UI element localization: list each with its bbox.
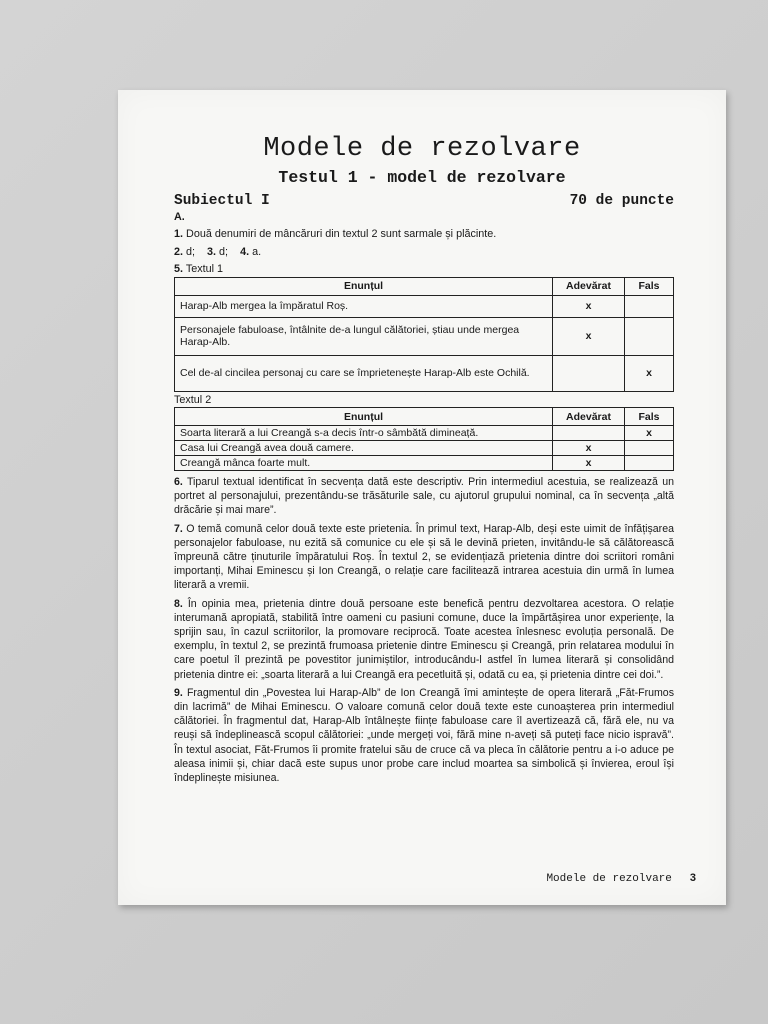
- statement-cell: Cel de-al cincilea personaj cu care se împrietenește Harap-Alb este Ochilă.: [175, 355, 553, 391]
- table-text-1: [174, 277, 674, 392]
- page-footer: [546, 872, 696, 885]
- statement-cell: Soarta literară a lui Creangă s-a decis într-o sâmbătă dimineață.: [175, 426, 553, 441]
- adevarat-cell: [553, 355, 625, 391]
- header-adevarat: Adevărat: [553, 277, 625, 295]
- question-number: 7.: [174, 522, 183, 535]
- subject-row: [174, 192, 674, 210]
- answer-6: [174, 475, 674, 518]
- table-row: [175, 317, 674, 355]
- adevarat-cell: x: [553, 441, 625, 456]
- table-row: [175, 456, 674, 471]
- fals-cell: [625, 456, 674, 471]
- answer-7: [174, 522, 674, 593]
- question-text: Două denumiri de mâncăruri din textul 2 sunt sarmale și plăcinte.: [186, 228, 497, 241]
- header-fals: Fals: [625, 408, 674, 426]
- table-header-row: [175, 277, 674, 295]
- fals-cell: x: [625, 426, 674, 441]
- table-row: [175, 295, 674, 317]
- question-number: 9.: [174, 686, 183, 699]
- fals-cell: [625, 295, 674, 317]
- header-fals: Fals: [625, 277, 674, 295]
- statement-cell: Casa lui Creangă avea două camere.: [175, 441, 553, 456]
- table-row: [175, 426, 674, 441]
- answer: a.: [252, 245, 262, 258]
- question-number: 4.: [240, 245, 250, 258]
- question-number: 8.: [174, 597, 183, 610]
- adevarat-cell: x: [553, 317, 625, 355]
- answer-text: În opinia mea, prietenia dintre două persoane este benefică pentru dezvoltarea acestora. O relație interumană apropiată, stabilită între oameni cu pasiuni comune, duce la împărtășirea unor experiențe, la sprijin sau, în cazul scriitorilor, la promovare reciprocă. Toate acestea înlesnesc evoluția personală. De exemplu, în textul 2, se prezintă frumoasa prietenie dintre Eminescu și Creangă, prin relatarea modului în care poetul îl prezintă pe povestitor junimiștilor, introducându-l astfel în lumea literară și consolidând prietenia dintre ei: „soarta literară a lui Creangă era pecetluită și, odată cu ea, și prietenia dintre cei doi.”.: [174, 597, 674, 681]
- text-2-label: Textul 2: [174, 393, 212, 406]
- answer-8: [174, 597, 674, 682]
- header-enuntul: Enunțul: [175, 277, 553, 295]
- table-row: [175, 355, 674, 391]
- document-page: [118, 90, 726, 905]
- question-5: [174, 262, 674, 276]
- questions-2-4: [174, 245, 674, 259]
- answer-text: O temă comună celor două texte este prietenia. În primul text, Harap-Alb, deși este uimit de înfățișarea personajelor fabuloase, nu ezită să comunice cu ele și să le devină prieten, invitându-le să călătorească împreună către ținuturile împăratului Roș. În textul 2, se evidențiază prietenia dintre doi scriitori români importanți, Mihai Eminescu și Ion Creangă, o relație care facilitează intrarea acestuia din urmă în lumea literară a vremii.: [174, 522, 674, 592]
- question-number: 1.: [174, 228, 184, 241]
- page-main-title: Modele de rezolvare: [263, 134, 581, 164]
- fals-cell: x: [625, 355, 674, 391]
- answer: d;: [219, 245, 229, 258]
- answer-text: Fragmentul din „Povestea lui Harap-Alb” de Ion Creangă îmi amintește de opera literară „Făt-Frumos din lacrimă” de Mihai Eminescu. O valoare comună celor două texte este cunoașterea prin intermediul călătoriei. În fragmentul dat, Harap-Alb întâlnește ființe fabuloase care îl avertizează că, fără ele, nu va reuși să îndeplinească scopul călătoriei: „unde mergeți voi, fără mine n-aveți să puteți face nicio ispravă”. În textul asociat, Făt-Frumos îi promite fratelui său de cruce că va pleca în călătorie pentru a i-o aduce pe aleasa inimii și, chiar dacă este supus unor probe care includ moartea sa simbolică și învierea, eroul își îndeplinește misiunea.: [174, 686, 674, 785]
- header-adevarat: Adevărat: [553, 408, 625, 426]
- table-row: [175, 441, 674, 456]
- subject-points: 70 de puncte: [569, 193, 674, 209]
- question-text: Textul 1: [185, 263, 224, 276]
- page-content: [174, 192, 674, 785]
- page-number: 3: [689, 872, 696, 884]
- statement-cell: Harap-Alb mergea la împăratul Roș.: [175, 295, 553, 317]
- question-number: 2.: [174, 245, 184, 258]
- question-number: 5.: [174, 263, 184, 276]
- table-text-2: [174, 407, 674, 471]
- answer: d;: [186, 245, 196, 258]
- table-header-row: [175, 408, 674, 426]
- test-title: Testul 1 - model de rezolvare: [278, 168, 566, 187]
- header-enuntul: Enunțul: [175, 408, 553, 426]
- adevarat-cell: x: [553, 456, 625, 471]
- fals-cell: [625, 317, 674, 355]
- statement-cell: Creangă mânca foarte mult.: [175, 456, 553, 471]
- fals-cell: [625, 441, 674, 456]
- subject-label: Subiectul I: [174, 193, 270, 209]
- adevarat-cell: [553, 426, 625, 441]
- question-1: [174, 227, 674, 241]
- question-number: 3.: [207, 245, 217, 258]
- section-a-label: A.: [174, 211, 185, 223]
- running-title: Modele de rezolvare: [546, 873, 672, 885]
- answer-text: Tiparul textual identificat în secvența dată este descriptiv. Prin intermediul acestuia, se realizează un portret al personajului, prezentându-se trăsăturile sale, cu ajutorul grupului nominal, ca în secvența „altă drăcărie și mai mare”.: [174, 476, 674, 517]
- statement-cell: Personajele fabuloase, întâlnite de-a lungul călătoriei, știau unde mergea Harap-Alb.: [175, 317, 553, 355]
- answer-9: [174, 686, 674, 785]
- question-number: 6.: [174, 476, 183, 489]
- adevarat-cell: x: [553, 295, 625, 317]
